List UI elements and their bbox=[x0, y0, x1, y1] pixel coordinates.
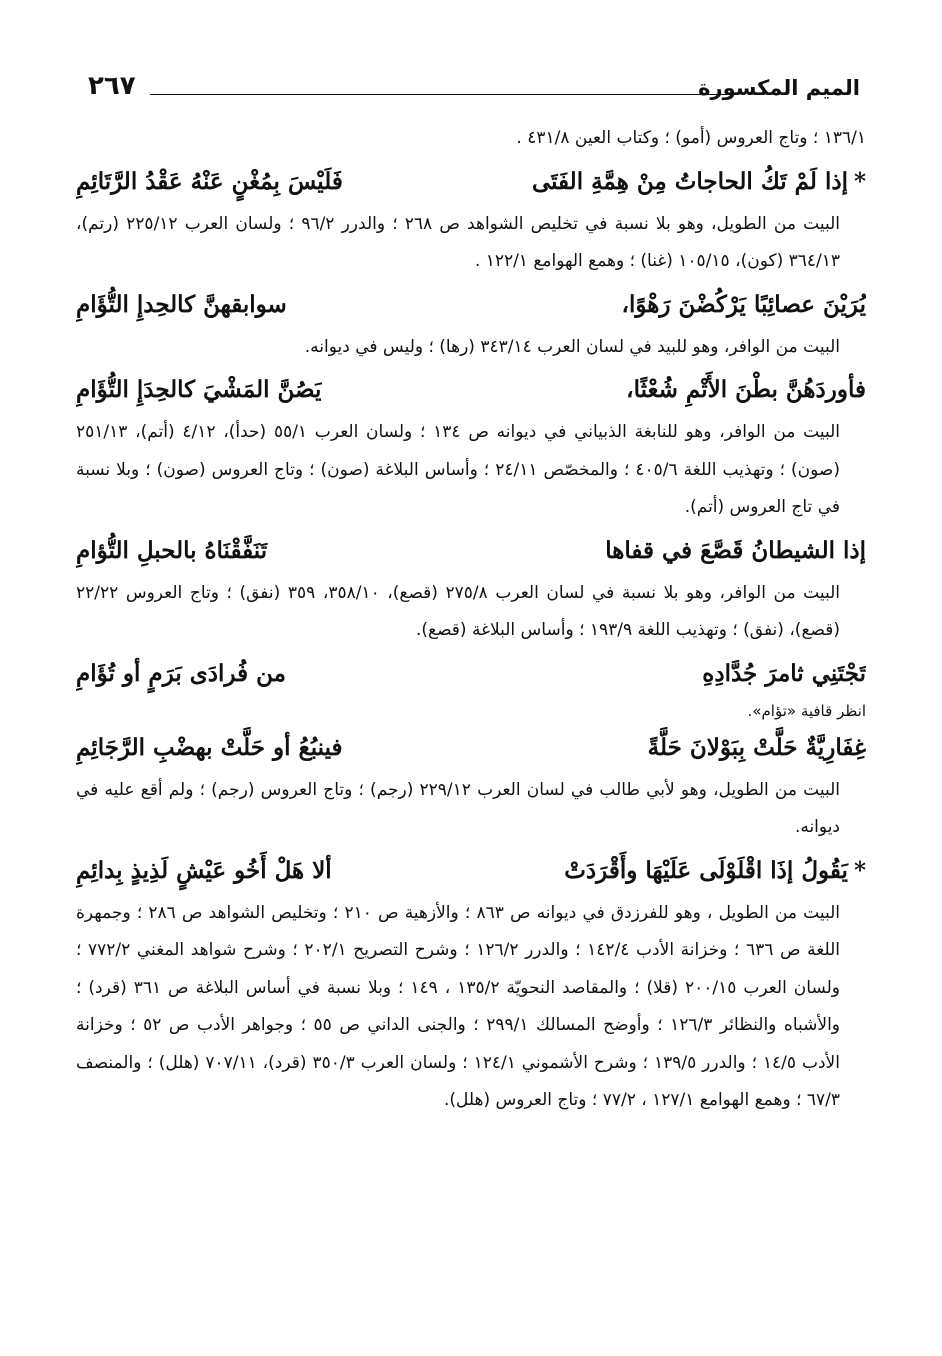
verse-entry bbox=[76, 847, 866, 1120]
verse-note: البيت من الوافر، وهو للنابغة الذبياني في ديوانه ص ١٣٤ ؛ ولسان العرب ٥٥/١ (حدأ)، ٤/١٢ (أتم)، ٢٥١/١٣ (صون) ؛ وتهذيب اللغة ٤٠٥/٦ ؛ والمخصّص ٢٤/١١ ؛ وأساس البلاغة (صون) ؛ وتاج العروس (صون) ؛ وبلا نسبة في تاج العروس (أتم). bbox=[76, 422, 840, 517]
hemistich-text: إذا لَمْ تَكُ الحاجاتُ مِنْ هِمَّةِ الفَتَى bbox=[531, 167, 848, 195]
verse-first-hemistich bbox=[564, 847, 866, 895]
verse-second-hemistich: سوابقهنَّ كالحِدإِ التُّؤَامِ bbox=[76, 290, 287, 318]
verse-line bbox=[76, 847, 866, 895]
hemistich-text: يَقُولُ إذَا اقْلَوْلَى عَلَيْهَا وأَقْرَدَتْ bbox=[564, 856, 848, 884]
verse-entry bbox=[76, 650, 866, 724]
verse-entry bbox=[76, 724, 866, 847]
page-header bbox=[88, 70, 860, 104]
verse-line bbox=[76, 158, 866, 206]
verse-entry bbox=[76, 527, 866, 650]
verse-second-hemistich: فينبُعُ أو حَلَّتْ بهضْبِ الرَّجَائِمِ bbox=[76, 733, 343, 761]
verse-note: البيت من الطويل، وهو لأبي طالب في لسان العرب ٢٢٩/١٢ (رجم) ؛ وتاج العروس (رجم) ؛ ولم أقع عليه في ديوانه. bbox=[76, 779, 840, 837]
verse-second-hemistich: فَلَيْسَ بِمُغْنٍ عَنْهُ عَقْدُ الرَّتَائِمِ bbox=[76, 167, 343, 195]
header-rule bbox=[150, 94, 728, 95]
star-marker: * bbox=[853, 856, 866, 884]
verse-line bbox=[76, 527, 866, 575]
verse-first-hemistich: يُرَيْنَ عصائِبًا يَرْكُضْنَ رَهْوًا، bbox=[621, 290, 866, 318]
verse-line bbox=[76, 724, 866, 772]
cross-reference: انظر قافية «تؤام». bbox=[747, 701, 866, 720]
verse-line bbox=[76, 650, 866, 698]
verse-entry bbox=[76, 366, 866, 527]
verse-first-hemistich: فأوردَهُنَّ بطْنَ الأَتْمِ شُعْثًا، bbox=[626, 376, 866, 403]
verse-first-hemistich: إذا الشيطانُ قَصَّعَ في قفاها bbox=[605, 536, 866, 564]
verse-second-hemistich: يَصُنَّ المَشْيَ كالحِدَإِ التُّؤَامِ bbox=[76, 376, 322, 403]
verse-note: البيت من الطويل ، وهو للفرزدق في ديوانه ص ٨٦٣ ؛ والأزهية ص ٢١٠ ؛ وتخليص الشواهد ص ٢٨٦ ؛ وجمهرة اللغة ص ٦٣٦ ؛ وخزانة الأدب ١٤٢/٤ ؛ والدرر ١٢٦/٢ ؛ وشرح التصريح ٢٠٢/١ ؛ وشرح شواهد المغني ٧٧٢/٢ ؛ ولسان العرب ٢٠٠/١٥ (قلا) ؛ والمقاصد النحويّة ١٣٥/٢ ، ١٤٩ ؛ وبلا نسبة في أساس البلاغة ص ٣٦١ (قرد) ؛ والأشباه والنظائر ١٢٦/٣ ؛ وأوضح المسالك ٢٩٩/١ ؛ والجنى الداني ص ٥٥ ؛ وجواهر الأدب ص ٥٢ ؛ وخزانة الأدب ١٤/٥ ؛ والدرر ١٣٩/٥ ؛ وشرح الأشموني ١٢٤/١ ؛ ولسان العرب ٣٥٠/٣ (قرد)، ٧٠٧/١١ (هلل) ؛ والمنصف ٦٧/٣ ؛ وهمع الهوامع ١٢٧/١ ، ٧٧/٢ ؛ وتاج العروس (هلل). bbox=[76, 902, 841, 1110]
page-content bbox=[76, 120, 866, 1120]
verse-line bbox=[76, 366, 866, 414]
verse-first-hemistich: تَجْتَنِي ثامرَ جُدَّادِهِ bbox=[702, 659, 866, 687]
verse-note: البيت من الطويل، وهو بلا نسبة في تخليص الشواهد ص ٢٦٨ ؛ والدرر ٩٦/٢ ؛ ولسان العرب ٢٢٥/١٢ (رتم)، ٣٦٤/١٣ (كون)، ١٠٥/١٥ (غنا) ؛ وهمع الهوامع ١٢٢/١ . bbox=[76, 213, 840, 271]
star-marker: * bbox=[853, 167, 866, 195]
verse-entry bbox=[76, 281, 866, 367]
verse-entry bbox=[76, 158, 866, 281]
opening-note: ١٣٦/١ ؛ وتاج العروس (أمو) ؛ وكتاب العين ٤٣١/٨ . bbox=[516, 128, 866, 148]
verse-note: البيت من الوافر، وهو بلا نسبة في لسان العرب ٢٧٥/٨ (قصع)، ٣٥٨/١٠، ٣٥٩ (نفق) ؛ وتاج العروس ٢٢/٢٢ (قصع)، (نفق) ؛ وتهذيب اللغة ١٩٣/٩ ؛ وأساس البلاغة (قصع). bbox=[76, 582, 840, 640]
verse-second-hemistich: ألا هَلْ أَخُو عَيْشٍ لَذِيذٍ بِدائِمِ bbox=[76, 856, 332, 884]
verse-first-hemistich: غِفَارِيَّةٌ حَلَّتْ بِبَوْلانَ حَلَّةً bbox=[647, 733, 866, 761]
verse-line bbox=[76, 281, 866, 329]
verse-note: البيت من الوافر، وهو للبيد في لسان العرب ٣٤٣/١٤ (رها) ؛ وليس في ديوانه. bbox=[304, 336, 840, 357]
verse-first-hemistich bbox=[532, 158, 866, 206]
verse-second-hemistich: تَنَفَّقْنَاهُ بالحبلِ التُّؤامِ bbox=[76, 536, 268, 564]
page-number: ٢٦٧ bbox=[88, 71, 136, 101]
running-title: الميم المكسورة bbox=[698, 76, 860, 100]
verse-second-hemistich: من فُرادَى بَرَمٍ أو تُؤَامِ bbox=[76, 659, 286, 687]
